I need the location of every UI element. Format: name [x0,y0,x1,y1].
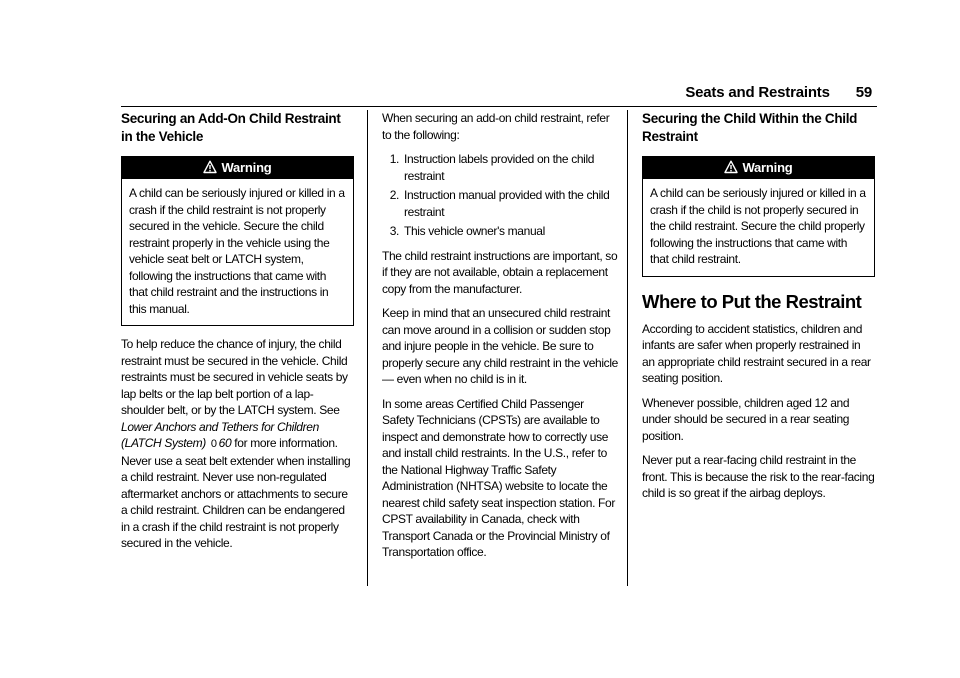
cross-reference-link[interactable]: Lower Anchors and Tethers for Children (LATCH System) [121,419,319,450]
warning-box [121,156,354,326]
warning-header [643,157,874,179]
column-divider [367,110,368,586]
warning-box [642,156,875,277]
body-paragraph: Never put a rear-facing child restraint in the front. This is because the risk to the rear-facing child is so great if the airbag deploys. [642,453,875,500]
warning-triangle-icon [724,160,738,174]
paragraph-text: for more information. Never use a seat belt extender when installing a child restraint. Never use non-regulated aftermarket anchors or attachments to secure a child restraint. Children can be endangered in a crash if the child restraint is not properly secured in the vehicle. [121,436,351,550]
list-item: 1. Instruction labels provided on the child restraint [389,152,595,183]
section-heading-securing-child: Securing the Child Within the Child Restraint [642,111,858,144]
column-3 [642,110,875,510]
body-paragraph: According to accident statistics, children and infants are safer when properly restrained in an appropriate child restraint secured in a rear seating position. [642,321,871,385]
body-paragraph: In some areas Certified Child Passenger Safety Technicians (CPSTs) are available to inspect and demonstrate how to correctly use and install child restraints. In the U.S., refer to the National Highway Traffic Safety Administration (NHTSA) website to locate the nearest child safety seat inspection station. For CPST availability in Canada, check with Transport Canada or the Provincial Ministry of Transportation office. [382,396,615,559]
page-ref-arrow-icon: 0 [210,438,217,450]
warning-header [122,157,353,179]
body-paragraph: The child restraint instructions are important, so if they are not available, obtain a replacement copy from the manufacturer. [382,248,618,296]
paragraph-text: To help reduce the chance of injury, the child restraint must be secured in the vehicle. Child restraints must be secured in vehicle seats by lap belts or the lap belt portion of a lap-shoulder belt, or by the LATCH system. See [121,337,348,417]
warning-text: A child can be seriously injured or killed in a crash if the child is not properly secured in the child restraint. Secure the child properly following the instructions that came with that child restraint. [650,186,866,266]
section-heading-where-to-put: Where to Put the Restraint [642,290,862,312]
column-divider [627,110,628,586]
body-paragraph: Keep in mind that an unsecured child restraint can move around in a collision or sudden stop and injure people in the vehicle. Be sure to properly secure any child restraint in the vehicle — even when no child is in it. [382,306,618,386]
warning-text: A child can be seriously injured or killed in a crash if the child restraint is not properly secured in the vehicle. Secure the child restraint properly in the vehicle using the vehicle seat belt or LATCH system, following the instructions that came with that child restraint and the instructions in this manual. [129,186,345,316]
body-paragraph: Whenever possible, children aged 12 and under should be secured in a rear seating position. [642,395,850,443]
header-rule [121,106,877,107]
page-number: 59 [855,84,872,101]
column-2 [382,110,618,569]
warning-triangle-icon [203,160,217,174]
cross-reference-page[interactable]: 60 [218,436,232,450]
warning-label: Warning [221,160,272,175]
section-title: Seats and Restraints [685,84,830,101]
column-1 [121,110,354,560]
section-heading-add-on-restraint: Securing an Add-On Child Restraint in the Vehicle [121,111,341,144]
body-paragraph: When securing an add-on child restraint, refer to the following: [382,111,610,142]
warning-label: Warning [742,160,793,175]
numbered-list [382,151,618,240]
body-paragraph [121,336,354,552]
page-header [685,84,872,101]
list-item: 3. This vehicle owner's manual [389,224,545,238]
list-item: 2. Instruction manual provided with the child restraint [389,188,610,219]
